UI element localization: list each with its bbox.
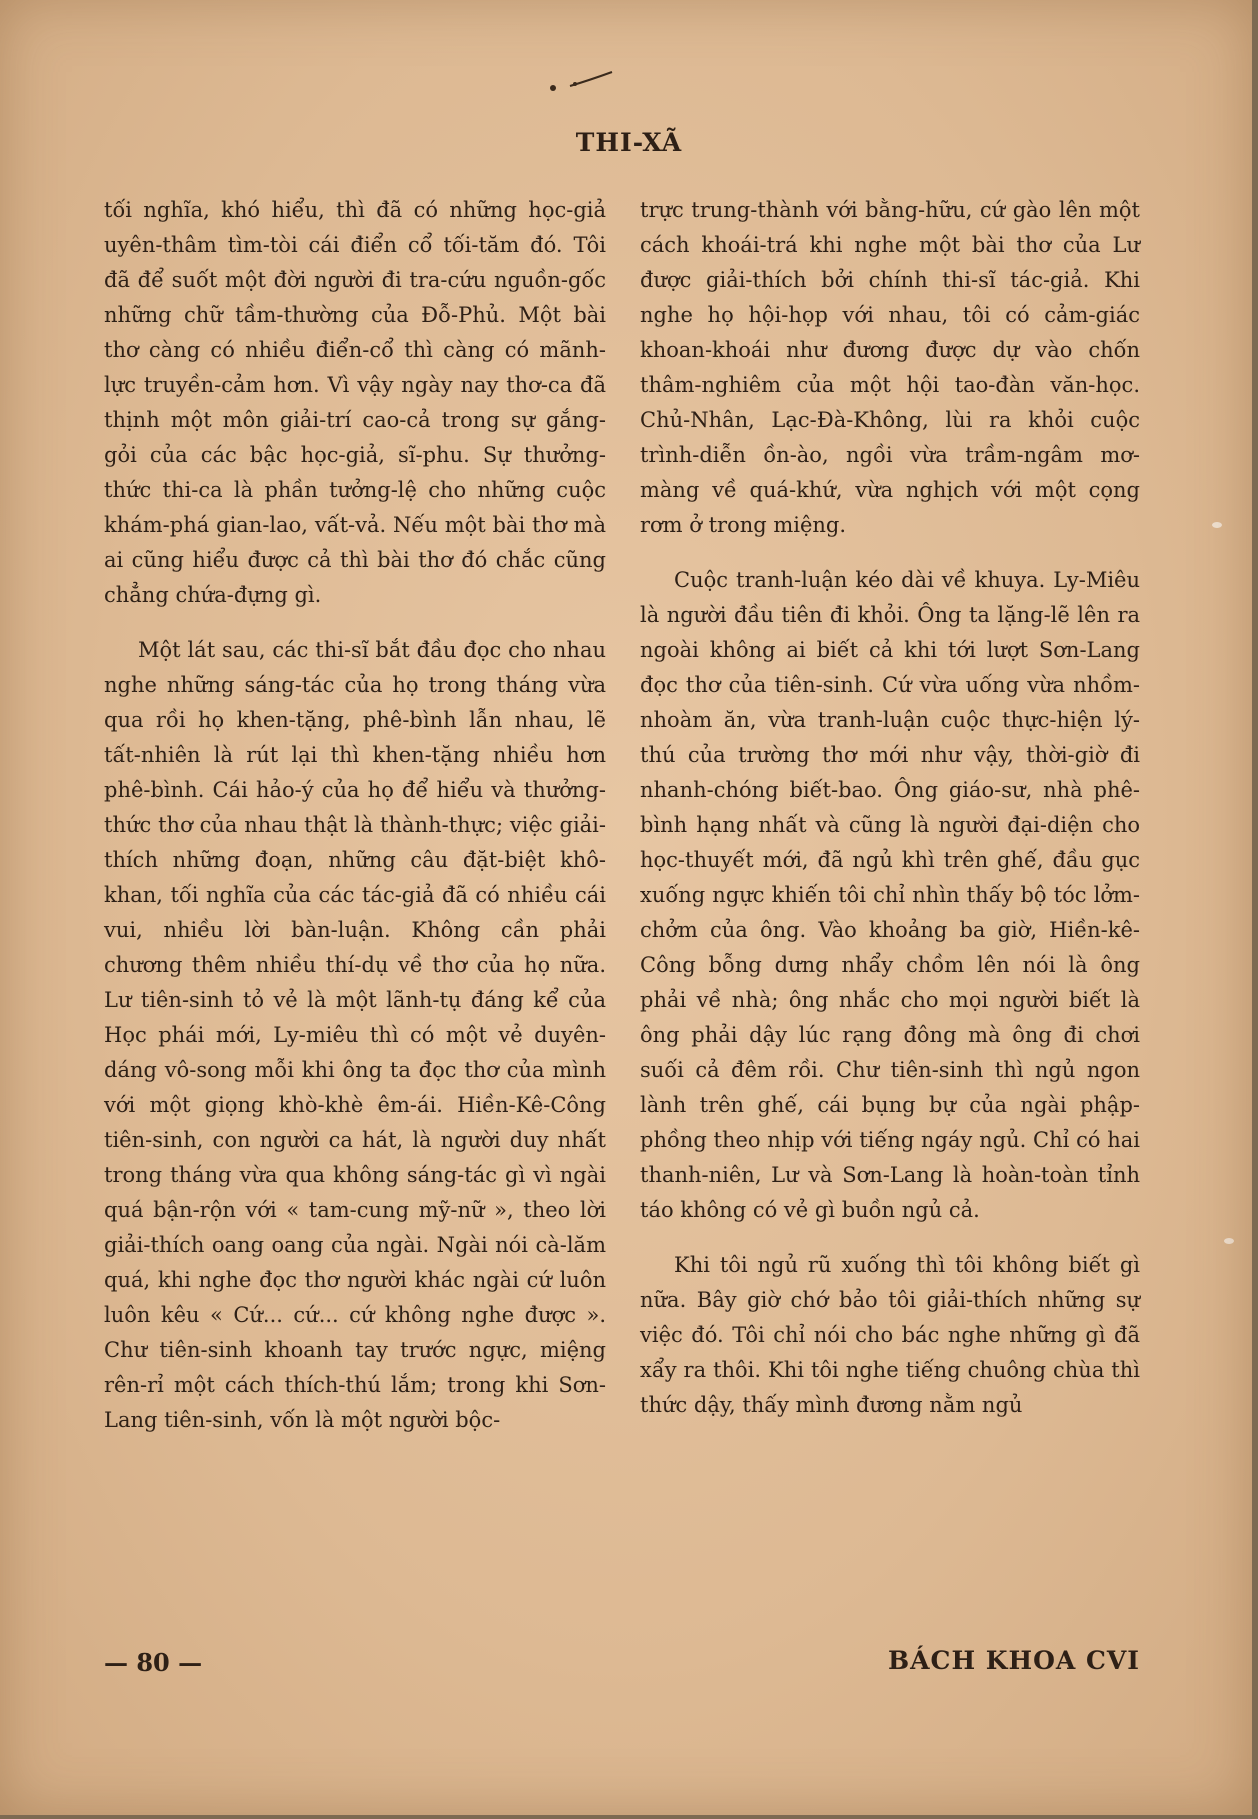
page-number: — 80 — (104, 1648, 203, 1677)
left-paragraph-2: Một lát sau, các thi-sĩ bắt đầu đọc cho nhau nghe những sáng-tác của họ trong tháng vừa qua rồi họ khen-tặng, phê-bình lẫn nhau, lẽ tất-nhiên là rút lại thì khen-tặng nhiều hơn phê-bình. Cái hảo-ý của họ để hiểu và thưởng-thức thơ của nhau thật là thành-thực; việc giải-thích những đoạn, những câu đặt-biệt khô-khan, tối nghĩa của các tác-giả đã có nhiều cái vui, nhiều lời bàn-luận. Không cần phải chương thêm nhiều thí-dụ về thơ của họ nữa. Lư tiên-sinh tỏ vẻ là một lãnh-tụ đáng kể của Học phái mới, Ly-miêu thì có một vẻ duyên-dáng vô-song mỗi khi ông ta đọc thơ của mình với một giọng khò-khè êm-ái. Hiền-Kê-Công tiên-sinh, con người ca hát, là người duy nhất trong tháng vừa qua không sáng-tác gì vì ngài quá bận-rộn với « tam-cung mỹ-nữ », theo lời giải-thích oang oang của ngài. Ngài nói cà-lăm quá, khi nghe đọc thơ người khác ngài cứ luôn luôn kêu « Cứ... cứ... cứ không nghe được ». Chư tiên-sinh khoanh tay trước ngực, miệng rên-rỉ một cách thích-thú lắm; trong khi Sơn-Lang tiên-sinh, vốn là một người bộc- (104, 638, 606, 1432)
pen-mark-icon (540, 68, 620, 98)
left-paragraph-1: tối nghĩa, khó hiểu, thì đã có những học-giả uyên-thâm tìm-tòi cái điển cổ tối-tăm đó. Tôi đã để suốt một đời người đi tra-cứu nguồn-gốc những chữ tầm-thường của Đỗ-Phủ. Một bài thơ càng có nhiều điển-cổ thì càng có mãnh-lực truyền-cảm hơn. Vì vậy ngày nay thơ-ca đã thịnh một môn giải-trí cao-cả trong sự gắng-gỏi của các bậc học-giả, sĩ-phu. Sự thưởng-thức thi-ca là phần tưởng-lệ cho những cuộc khám-phá gian-lao, vất-vả. Nếu một bài thơ mà ai cũng hiểu được cả thì bài thơ đó chắc cũng chẳng chứa-đựng gì. (104, 198, 606, 607)
punch-hole-mark (1224, 1238, 1234, 1244)
left-column (104, 193, 606, 1438)
right-column (640, 193, 1140, 1423)
running-title: THI-XÃ (575, 128, 683, 157)
right-paragraph-2: Cuộc tranh-luận kéo dài về khuya. Ly-Miêu là người đầu tiên đi khỏi. Ông ta lặng-lẽ lên ra ngoài không ai biết cả khi tới lượt Sơn-Lang đọc thơ của tiên-sinh. Cứ vừa uống vừa nhồm-nhoàm ăn, vừa tranh-luận cuộc thực-hiện lý-thú của trường thơ mới như vậy, thời-giờ đi nhanh-chóng biết-bao. Ông giáo-sư, nhà phê-bình hạng nhất và cũng là người đại-diện cho học-thuyết mới, đã ngủ khì trên ghế, đầu gục xuống ngực khiến tôi chỉ nhìn thấy bộ tóc lởm-chởm của ông. Vào khoảng ba giờ, Hiền-kê-Công bỗng dưng nhẩy chồm lên nói là ông phải về nhà; ông nhắc cho mọi người biết là ông phải dậy lúc rạng đông mà ông đi chơi suối cả đêm rồi. Chư tiên-sinh thì ngủ ngon lành trên ghế, cái bụng bự của ngài phập-phồng theo nhịp với tiếng ngáy ngủ. Chỉ có hai thanh-niên, Lư và Sơn-Lang là hoàn-toàn tỉnh táo không có vẻ gì buồn ngủ cả. (640, 568, 1140, 1222)
journal-name: BÁCH KHOA CVI (888, 1646, 1140, 1675)
right-paragraph-1: trực trung-thành với bằng-hữu, cứ gào lên một cách khoái-trá khi nghe một bài thơ của Lư được giải-thích bởi chính thi-sĩ tác-giả. Khi nghe họ hội-họp với nhau, tôi có cảm-giác khoan-khoái như đương được dự vào chốn thâm-nghiêm của một hội tao-đàn văn-học. Chủ-Nhân, Lạc-Đà-Không, lùi ra khỏi cuộc trình-diễn ồn-ào, ngồi vừa trầm-ngâm mơ-màng về quá-khứ, vừa nghịch với một cọng rơm ở trong miệng. (640, 198, 1140, 537)
right-paragraph-3: Khi tôi ngủ rũ xuống thì tôi không biết gì nữa. Bây giờ chớ bảo tôi giải-thích những sự việc đó. Tôi chỉ nói cho bác nghe những gì đã xẩy ra thôi. Khi tôi nghe tiếng chuông chùa thì thức dậy, thấy mình đương nằm ngủ (640, 1253, 1140, 1417)
punch-hole-mark (1212, 522, 1222, 528)
